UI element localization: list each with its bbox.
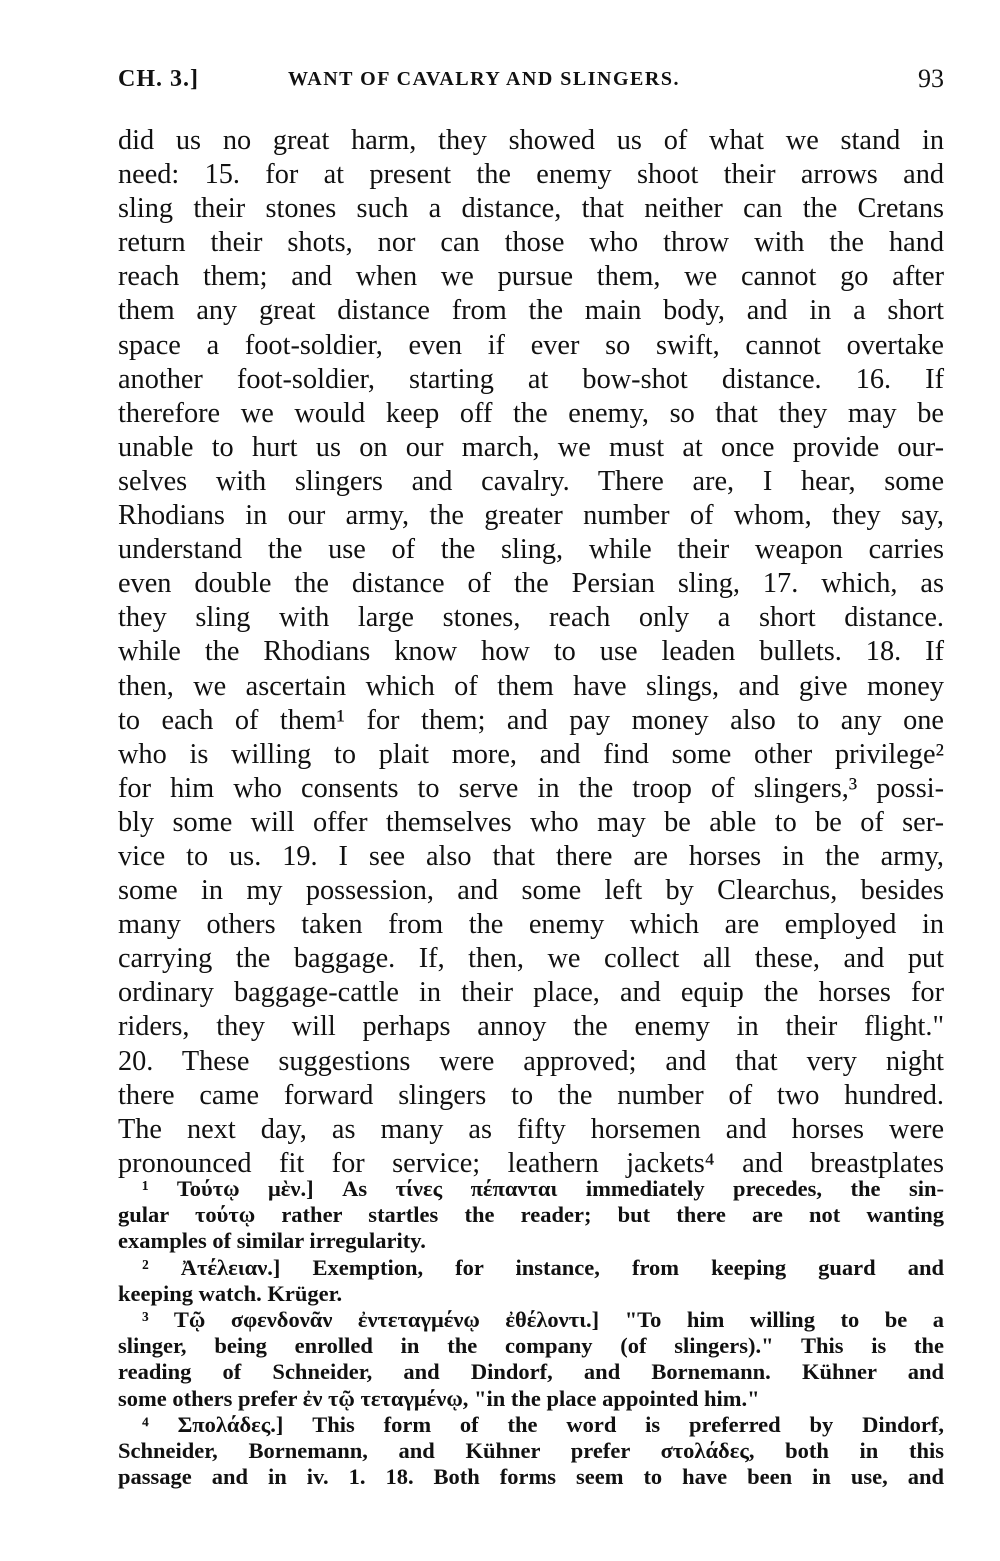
- text-line: understand the use of the sling, while their weapon carries: [118, 534, 944, 566]
- text-line: Rhodians in our army, the greater number of whom, they say,: [118, 500, 944, 532]
- text-line: ordinary baggage-cattle in their place, and equip the horses for: [118, 977, 944, 1009]
- footnote-line: ¹ Τούτῳ μὲν.] As τίνες πέπανται immediately precedes, the sin-: [142, 1176, 944, 1201]
- footnote-line: slinger, being enrolled in the company (of slingers)." This is the: [118, 1333, 944, 1359]
- footnote-line: keeping watch. Krüger.: [118, 1280, 343, 1306]
- text-line: for him who consents to serve in the troop of slingers,³ possi-: [118, 772, 944, 804]
- footnotes: [118, 1176, 944, 1490]
- text-line: The next day, as many as fifty horsemen and horses were: [118, 1113, 944, 1145]
- text-line: they sling with large stones, reach only a short distance.: [118, 602, 944, 634]
- text-line: them any great distance from the main body, and in a short: [118, 295, 944, 327]
- footnote-line: Schneider, Bornemann, and Kühner prefer στολάδες, both in this: [118, 1437, 944, 1463]
- running-header: [118, 58, 944, 98]
- text-line: pronounced fit for service; leathern jackets⁴ and breastplates: [118, 1147, 944, 1179]
- text-line: 20. These suggestions were approved; and that very night: [118, 1045, 944, 1077]
- text-line: there came forward slingers to the number of two hundred.: [118, 1079, 944, 1111]
- chapter-label: CH. 3.]: [118, 66, 199, 92]
- text-line: some in my possession, and some left by Clearchus, besides: [118, 875, 944, 907]
- text-line: space a foot-soldier, even if ever so swift, cannot overtake: [118, 329, 944, 361]
- text-line: unable to hurt us on our march, we must at once provide our-: [118, 431, 944, 463]
- text-line: bly some will offer themselves who may be able to be of ser-: [118, 806, 944, 838]
- footnote-4: [118, 1412, 944, 1491]
- text-line: who is willing to plait more, and find some other privilege²: [118, 738, 944, 770]
- footnote-2: [118, 1255, 944, 1307]
- text-line: need: 15. for at present the enemy shoot their arrows and: [118, 159, 944, 191]
- footnote-line: ² Ἀτέλειαν.] Exemption, for instance, from keeping guard and: [142, 1254, 944, 1280]
- text-line: sling their stones such a distance, that neither can the Cretans: [118, 193, 944, 225]
- text-line: then, we ascertain which of them have slings, and give money: [118, 670, 944, 702]
- text-line: even double the distance of the Persian sling, 17. which, as: [118, 568, 944, 600]
- text-line: riders, they will perhaps annoy the enemy in their flight.": [118, 1011, 944, 1043]
- text-line: vice to us. 19. I see also that there are horses in the army,: [118, 840, 944, 872]
- footnote-line: reading of Schneider, and Dindorf, and Bornemann. Kühner and: [118, 1359, 944, 1385]
- page-number: 93: [918, 64, 944, 93]
- running-title: WANT OF CAVALRY AND SLINGERS.: [288, 68, 680, 90]
- footnote-line: passage and in iv. 1. 18. Both forms seem to have been in use, and: [118, 1464, 944, 1490]
- footnote-1: [118, 1176, 944, 1255]
- text-line: return their shots, nor can those who throw with the hand: [118, 227, 944, 259]
- footnote-line: ⁴ Σπολάδες.] This form of the word is preferred by Dindorf,: [142, 1411, 944, 1437]
- footnote-line: gular τούτῳ rather startles the reader; but there are not wanting: [118, 1202, 944, 1228]
- footnote-line: ³ Τῷ σφενδονᾶν ἐντεταγμένῳ ἐθέλοντι.] "To him willing to be a: [142, 1306, 944, 1332]
- text-line: while the Rhodians know how to use leaden bullets. 18. If: [118, 636, 944, 668]
- text-line: another foot-soldier, starting at bow-shot distance. 16. If: [118, 363, 944, 395]
- text-line: carrying the baggage. If, then, we collect all these, and put: [118, 943, 944, 975]
- text-line: many others taken from the enemy which are employed in: [118, 909, 944, 941]
- footnote-3: [118, 1307, 944, 1412]
- text-line: reach them; and when we pursue them, we cannot go after: [118, 261, 944, 293]
- footnote-line: some others prefer ἐν τῷ τεταγμένῳ, "in the place appointed him.": [118, 1385, 760, 1411]
- text-line: did us no great harm, they showed us of what we stand in: [118, 125, 944, 156]
- footnote-line: examples of similar irregularity.: [118, 1228, 426, 1254]
- main-text: [118, 124, 944, 1181]
- text-line: selves with slingers and cavalry. There are, I hear, some: [118, 465, 944, 497]
- text-line: therefore we would keep off the enemy, so that they may be: [118, 397, 944, 429]
- text-line: to each of them¹ for them; and pay money also to any one: [118, 704, 944, 736]
